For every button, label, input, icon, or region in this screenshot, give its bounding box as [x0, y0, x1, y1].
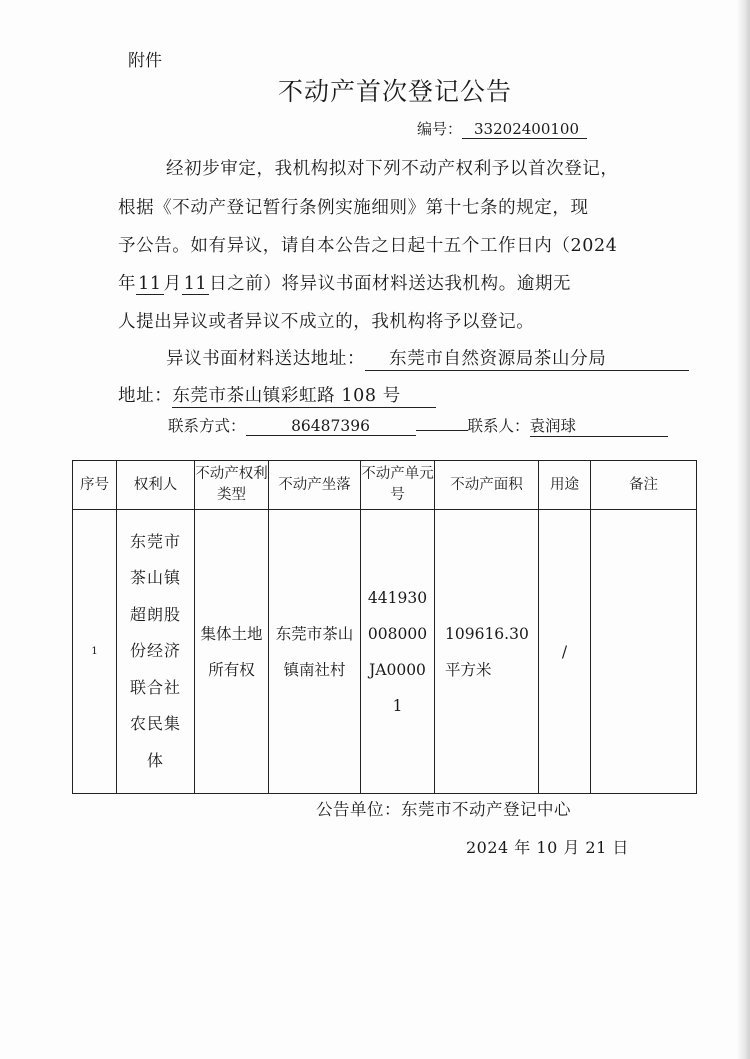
- cell-unit-no: 441930008000JA00001: [361, 510, 435, 794]
- address-value: 东莞市茶山镇彩虹路 108 号: [172, 382, 436, 408]
- serial-number: [417, 118, 587, 139]
- cell-remark: [591, 510, 697, 794]
- table-header-row: [73, 461, 697, 510]
- header-cell: 序号: [73, 461, 117, 510]
- attachment-label: 附件: [128, 51, 162, 71]
- serial-label: 编号：: [417, 120, 463, 138]
- page-title: 不动产首次登记公告: [277, 77, 512, 106]
- header-cell: 不动产坐落: [269, 461, 361, 510]
- body-line-4: [118, 270, 571, 295]
- body-line-2: 根据《不动产登记暂行条例实施细则》第十七条的规定，现: [118, 198, 589, 218]
- issuer: 公告单位：东莞市不动产登记中心: [316, 800, 571, 819]
- header-cell: 不动产面积: [435, 461, 539, 510]
- header-cell: 不动产单元号: [361, 461, 435, 510]
- deadline-month: 11: [138, 274, 162, 294]
- deadline-day: 11: [183, 274, 208, 294]
- person-value: 袁润球: [530, 414, 668, 437]
- submit-value: 东莞市自然资源局茶山分局: [365, 345, 689, 371]
- cell-right-type: 集体土地所有权: [195, 510, 269, 794]
- serial-value: 33202400100: [462, 120, 587, 139]
- table-row: [73, 510, 697, 794]
- body-line-3: 予公告。如有异议，请自本公告之日起十五个工作日内（2024: [118, 236, 618, 256]
- header-cell: 权利人: [117, 461, 195, 510]
- address-label: 地址：: [118, 386, 173, 406]
- cell-location: 东莞市茶山镇南社村: [269, 510, 361, 794]
- person-label: 联系人：: [467, 417, 530, 435]
- registration-table: [72, 460, 697, 794]
- header-cell: 不动产权利类型: [195, 461, 269, 510]
- cell-owner: 东莞市茶山镇超朗股份经济联合社农民集体: [117, 510, 195, 794]
- body-line-1: 经初步审定，我机构拟对下列不动产权利予以首次登记，: [166, 159, 619, 179]
- month-suffix: 月: [163, 274, 182, 294]
- phone-value: 86487396: [246, 417, 416, 436]
- submit-label: 异议书面材料送达地址：: [166, 349, 366, 369]
- scan-edge-shadow: [736, 0, 750, 1059]
- header-cell: 备注: [591, 461, 697, 510]
- address-line: [118, 382, 436, 408]
- phone-label: 联系方式：: [168, 417, 246, 435]
- issue-date: 2024 年 10 月 21 日: [466, 838, 629, 857]
- contact-line: [168, 414, 668, 437]
- header-cell: 用途: [539, 461, 591, 510]
- submit-address-line: [166, 345, 689, 371]
- year-suffix: 年: [118, 274, 137, 294]
- body-line-4-rest: 日之前）将异议书面材料送达我机构。逾期无: [209, 274, 572, 294]
- body-line-5: 人提出异议或者异议不成立的，我机构将予以登记。: [118, 312, 535, 332]
- cell-usage: /: [539, 510, 591, 794]
- cell-area: 109616.30平方米: [435, 510, 539, 794]
- cell-no: 1: [73, 510, 117, 794]
